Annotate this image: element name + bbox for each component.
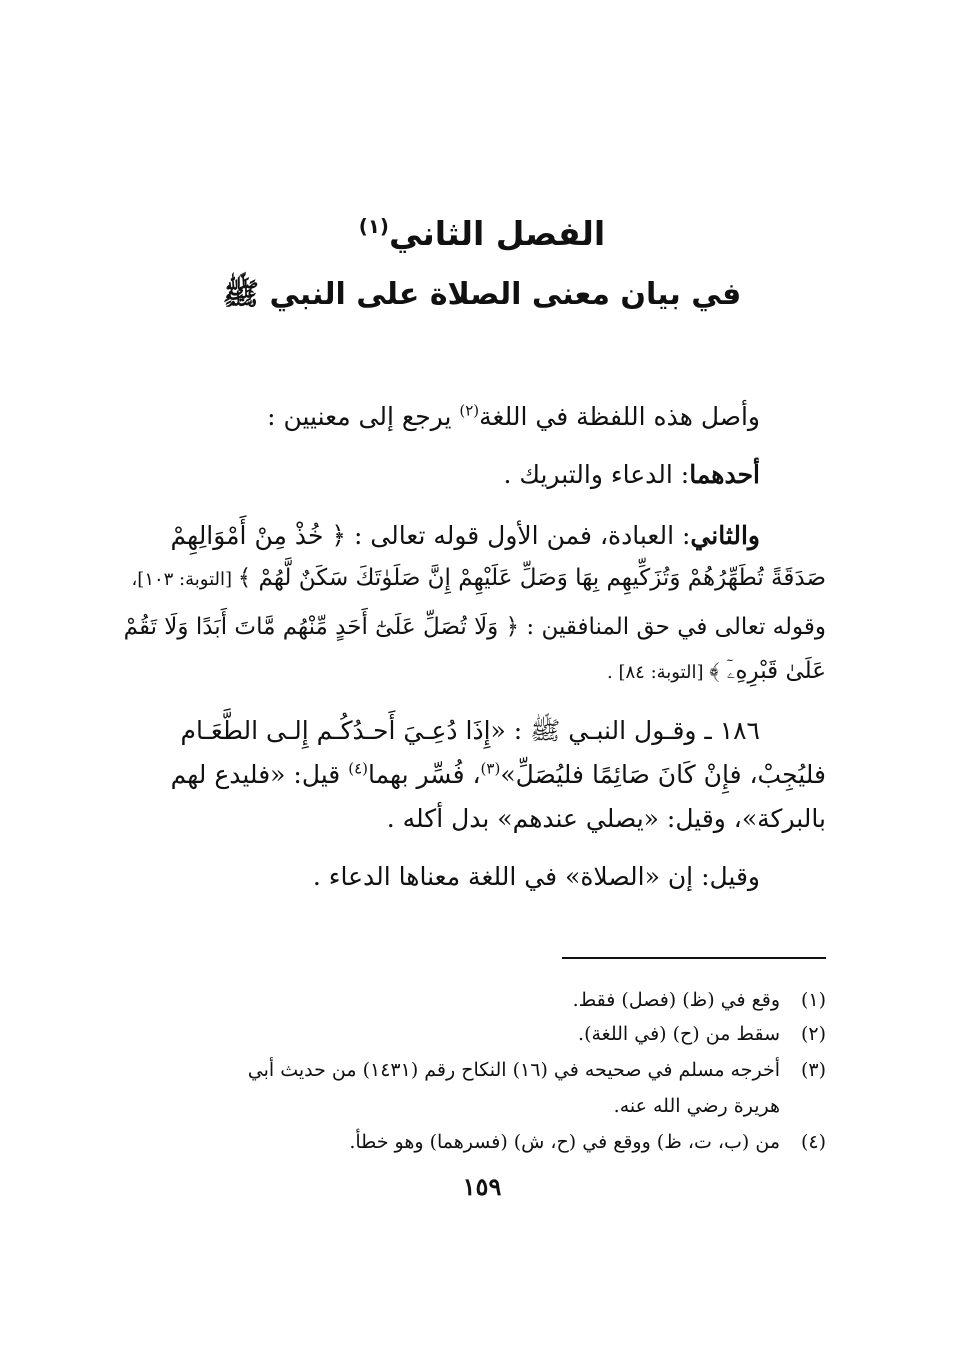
footnote-1-number: (١): [800, 989, 826, 1011]
paragraph-4-line-2: [171, 760, 826, 789]
footnote-3-text: أخرجه مسلم في صحيحه في (١٦) النكاح رقم (١٤٣١) من حديث أبي: [247, 1059, 780, 1081]
quran-verse-tawbah-103: صَدَقَةً تُطَهِّرُهُمْ وَتُزَكِّيهِم بِهَا وَصَلِّ عَلَيْهِمْ إِنَّ صَلَوٰتَكَ سَكَنٌ لَّهُمْ ﴾: [237, 565, 826, 591]
chapter-title: [120, 214, 844, 253]
paragraph-4-line-2-text-a: فليُجِبْ، فإِنْ كَانَ صَائِمًا فليُصَلِّ»: [500, 760, 826, 789]
paragraph-4-line-2-text-b: ، فُسِّر بهما: [367, 760, 481, 789]
footnote-1: [136, 984, 826, 1016]
paragraph-2: [503, 460, 760, 489]
paragraph-3-line-4: [607, 658, 826, 684]
paragraph-3-line-1-text: : العبادة، فمن الأول قوله تعالى : ﴿ خُذْ مِنْ أَمْوَالِهِمْ: [170, 521, 691, 550]
paragraph-2-label: أحدهما: [689, 460, 760, 489]
paragraph-1-text-a: وأصل هذه اللفظة في اللغة: [479, 402, 760, 431]
paragraph-4-line-2-text-c: قيل: «فليدع لهم: [170, 760, 349, 789]
footnote-3-continuation: هريرة رضي الله عنه.: [613, 1095, 780, 1117]
footnote-2: [136, 1018, 826, 1050]
chapter-title-text: الفصل الثاني: [388, 214, 606, 253]
paragraph-3-line-3: وقوله تعالى في حق المنافقين : ﴿ وَلَا تُصَلِّ عَلَىٰٓ أَحَدٍ مِّنْهُم مَّاتَ أَبَدًا وَلَا تَقُمْ: [123, 614, 826, 640]
page-number: ١٥٩: [462, 1172, 502, 1201]
footnote-4: [136, 1126, 826, 1158]
footnote-4-text: من (ب، ت، ظ) ووقع في (ح، ش) (فسرهما) وهو خطأ.: [349, 1131, 780, 1153]
footnote-2-text: سقط من (ح) (في اللغة).: [578, 1023, 780, 1045]
footnote-2-number: (٢): [800, 1023, 826, 1045]
paragraph-4-line-3: بالبركة»، وقيل: «يصلي عندهم» بدل أكله .: [386, 804, 826, 833]
paragraph-5: وقيل: إن «الصلاة» في اللغة معناها الدعاء .: [312, 862, 760, 891]
footnote-4-number: (٤): [800, 1131, 826, 1153]
paragraph-3-label: والثاني: [690, 521, 760, 550]
footnote-ref-3[interactable]: (٣): [480, 759, 501, 778]
footnote-ref-2[interactable]: (٢): [459, 401, 480, 420]
footnote-1-text: وقع في (ظ) (فصل) فقط.: [572, 989, 780, 1011]
quran-verse-tawbah-84: عَلَىٰ قَبْرِهِۦٓ ﴾: [709, 658, 826, 684]
paragraph-3-line-2: [131, 565, 826, 591]
footnote-3-number: (٣): [800, 1059, 826, 1081]
footnote-ref-1[interactable]: (١): [358, 215, 389, 238]
footnote-divider: [562, 957, 826, 959]
footnote-3: [136, 1054, 826, 1086]
footnote-ref-4[interactable]: (٤): [348, 759, 368, 778]
paragraph-1: [267, 402, 760, 431]
paragraph-1-text-b: يرجع إلى معنيين :: [267, 402, 460, 431]
chapter-subtitle: في بيان معنى الصلاة على النبي ﷺ: [222, 277, 742, 312]
paragraph-2-text: : الدعاء والتبريك .: [503, 460, 690, 489]
paragraph-4-line-1: ١٨٦ ـ وقـول النبـي ﷺ : «إِذَا دُعِـيَ أَحـدُكُـم إِلـى الطَّعَـام: [180, 716, 760, 745]
verse-reference-103: [التوبة: ١٠٣]،: [131, 569, 238, 590]
paragraph-3-line-1: [171, 521, 760, 550]
verse-reference-84: [التوبة: ٨٤] .: [607, 662, 710, 683]
